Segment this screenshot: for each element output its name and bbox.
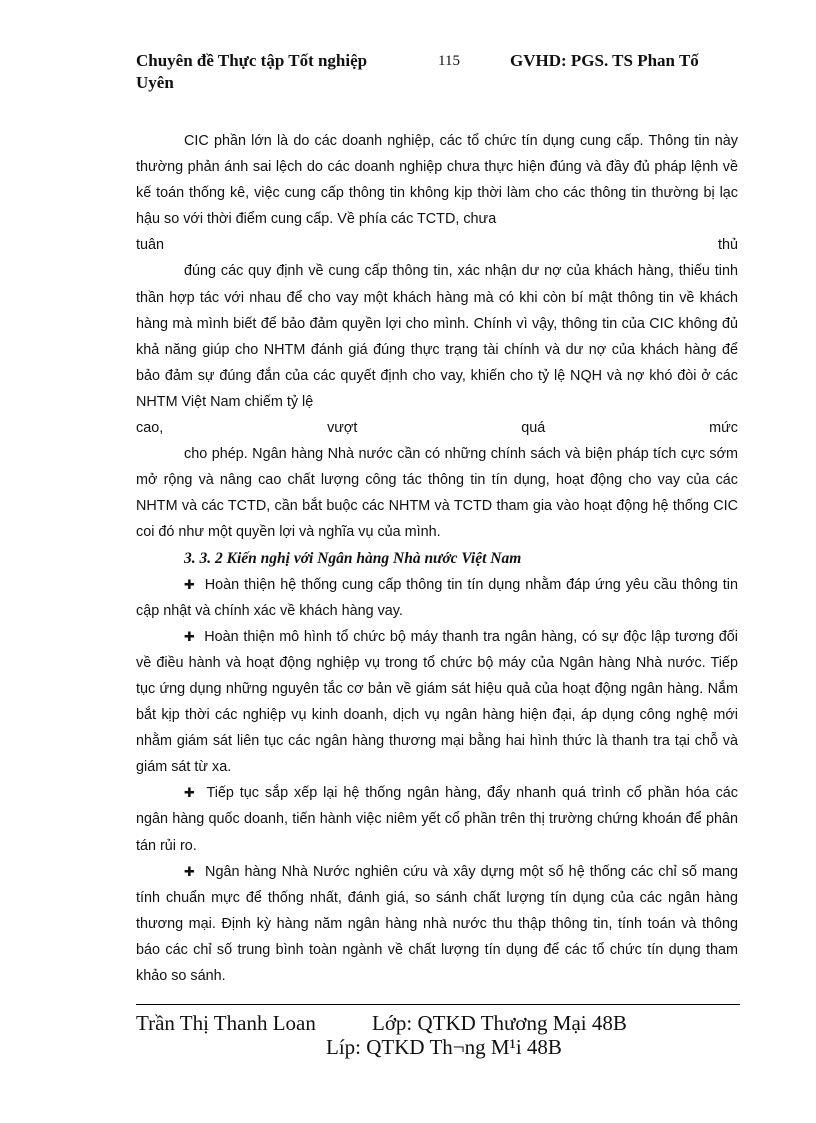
bullet-text: Ngân hàng Nhà Nước nghiên cứu và xây dựng một số hệ thống các chỉ số mang tính chuẩn mực để thống nhất, đánh giá, so sánh chất lượng tín dụng của các ngân hàng thương mại. Định kỳ hàng năm ngân hàng nhà nước thu thập thông tin, tính toán và thông báo các chỉ số trung bình toàn ngành về chất lượng tín dụng để các tổ chức tín dụng tham khảo so sánh. [136,863,739,984]
bullet-item [136,572,738,624]
bullet-text: Hoàn thiện hệ thống cung cấp thông tin tín dụng nhằm đáp ứng yêu cầu thông tin cập nhật và chính xác về khách hàng vay. [136,576,738,619]
plus-bullet-icon: ✚ [184,785,197,801]
document-body [136,128,738,989]
bullet-item [136,624,738,781]
bullet-text: Tiếp tục sắp xếp lại hệ thống ngân hàng, đẩy nhanh quá trình cổ phần hóa các ngân hàng quốc doanh, tiến hành việc niêm yết cổ phần trên thị trường chứng khoán để phân tán rủi ro. [136,785,738,854]
paragraph: đúng các quy định về cung cấp thông tin, xác nhận dư nợ của khách hàng, thiếu tinh thần hợp tác với nhau để cho vay một khách hàng mà có khi còn bí mật thông tin về khách hàng mà mình biết để bảo đảm quyền lợi cho mình. Chính vì vậy, thông tin của CIC không đủ khả năng giúp cho NHTM đánh giá đúng thực trạng tài chính và dư nợ của khách hàng để bảo đảm sự đúng đắn của các quyết định cho vay, khiến cho tỷ lệ NQH và nợ khó đòi ở các NHTM Việt Nam chiếm tỷ lệ [136,263,738,410]
footer-line [136,1010,627,1036]
bullet-item [136,780,738,858]
footer-divider [136,1004,740,1005]
page-header [136,50,716,94]
plus-bullet-icon: ✚ [184,576,196,592]
paragraph: CIC phần lớn là do các doanh nghiệp, các tổ chức tín dụng cung cấp. Thông tin này thường phản ánh sai lệch do các doanh nghiệp chưa thực hiện đúng và đầy đủ pháp lệnh về kế toán thống kê, việc cung cấp thông tin không kịp thời làm cho các thông tin thường bị lạc hậu so với thời điểm cung cấp. Về phía các TCTD, chưa [136,133,738,228]
report-title: Chuyên đề Thực tập Tốt nghiệp [136,51,368,70]
advisor-name-continuation: Uyên [136,73,174,92]
advisor-label: GVHD: PGS. TS Phan Tố [510,51,699,70]
page-number: 115 [438,53,460,69]
plus-bullet-icon: ✚ [184,628,196,644]
bullet-text: Hoàn thiện mô hình tổ chức bộ máy thanh tra ngân hàng, có sự độc lập tương đối về điều hành và hoạt động nghiệp vụ trong tổ chức bộ máy của Ngân hàng Nhà nước. Tiếp tục ứng dụng những nguyên tắc cơ bản về giám sát hiệu quả của hoạt động ngân hàng. Nắm bắt kịp thời các nghiệp vụ kinh doanh, dịch vụ ngân hàng hiện đại, áp dụng công nghệ mới nhằm giám sát liên tục các ngân hàng thương mại bằng hai hình thức là thanh tra tại chỗ và giám sát từ xa. [136,628,739,776]
bullet-item [136,859,738,989]
paragraph-fragment: tuân thủ [136,237,738,254]
author-name: Trần Thị Thanh Loan [136,1011,316,1035]
paragraph: cho phép. Ngân hàng Nhà nước cần có những chính sách và biện pháp tích cực sớm mở rộng và nâng cao chất lượng công tác thông tin tín dụng, hoạt động cho vay của các NHTM và các TCTD, cần bắt buộc các NHTM và TCTD tham gia vào hoạt động hệ thống CIC coi đó như một quyền lợi và nghĩa vụ của mình. [136,446,738,541]
class-label: Lớp: QTKD Thương Mại 48B [372,1011,627,1035]
paragraph-fragment: cao, vượt quá mức [136,420,738,437]
class-label-garbled: Líp: QTKD Th¬ng M¹i 48B [326,1035,562,1059]
section-heading: 3. 3. 2 Kiến nghị với Ngân hàng Nhà nước Việt Nam [184,549,522,567]
plus-bullet-icon: ✚ [184,863,196,879]
